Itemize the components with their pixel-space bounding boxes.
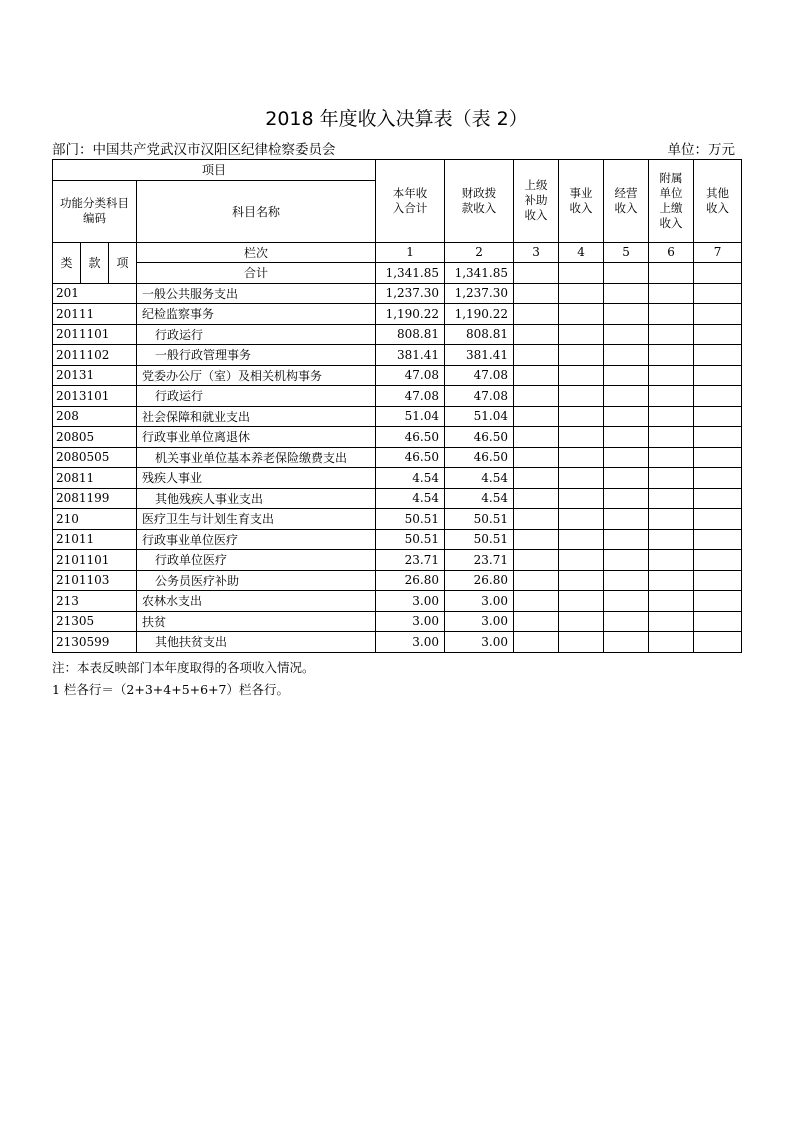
row-code: 208 — [53, 406, 137, 427]
row-code: 21305 — [53, 611, 137, 632]
table-row — [53, 529, 742, 550]
empty-cell — [514, 406, 559, 427]
empty-cell — [604, 570, 649, 591]
table-row — [53, 304, 742, 325]
row-income: 23.71 — [376, 550, 445, 571]
row-code: 210 — [53, 509, 137, 530]
row-fiscal: 46.50 — [445, 447, 514, 468]
empty-cell — [694, 447, 742, 468]
row-code: 201 — [53, 283, 137, 304]
empty-cell — [514, 365, 559, 386]
row-subject-name: 一般公共服务支出 — [137, 283, 376, 304]
row-subject-name: 其他扶贫支出 — [137, 632, 376, 653]
column-number: 4 — [559, 242, 604, 263]
empty-cell — [694, 468, 742, 489]
empty-cell — [604, 632, 649, 653]
empty-cell — [694, 529, 742, 550]
header-operating: 经营收入 — [604, 160, 649, 243]
empty-cell — [559, 406, 604, 427]
row-income: 46.50 — [376, 447, 445, 468]
table-row — [53, 550, 742, 571]
header-other: 其他收入 — [694, 160, 742, 243]
empty-cell — [694, 611, 742, 632]
table-row — [53, 324, 742, 345]
empty-cell — [604, 324, 649, 345]
empty-cell — [649, 632, 694, 653]
page-title: 2018 年度收入决算表（表 2） — [265, 108, 528, 130]
row-subject-name: 社会保障和就业支出 — [137, 406, 376, 427]
empty-cell — [694, 365, 742, 386]
footnotes — [52, 657, 315, 701]
empty-cell — [514, 570, 559, 591]
row-code: 2013101 — [53, 386, 137, 407]
empty-cell — [649, 447, 694, 468]
empty-cell — [694, 304, 742, 325]
row-subject-name: 农林水支出 — [137, 591, 376, 612]
empty-cell — [559, 365, 604, 386]
empty-cell — [649, 427, 694, 448]
row-fiscal: 3.00 — [445, 591, 514, 612]
empty-cell — [649, 591, 694, 612]
row-fiscal: 4.54 — [445, 488, 514, 509]
empty-cell — [694, 570, 742, 591]
unit-label: 单位：万元 — [667, 142, 735, 158]
empty-cell — [694, 345, 742, 366]
empty-cell — [694, 386, 742, 407]
row-subject-name: 机关事业单位基本养老保险缴费支出 — [137, 447, 376, 468]
row-fiscal: 808.81 — [445, 324, 514, 345]
total-label: 合计 — [137, 263, 376, 284]
row-subject-name: 行政事业单位离退休 — [137, 427, 376, 448]
empty-cell — [514, 386, 559, 407]
column-number: 7 — [694, 242, 742, 263]
row-code: 2101101 — [53, 550, 137, 571]
empty-cell — [604, 488, 649, 509]
row-subject-name: 行政事业单位医疗 — [137, 529, 376, 550]
row-income: 50.51 — [376, 529, 445, 550]
header-kuan: 款 — [81, 242, 109, 283]
empty-cell — [649, 509, 694, 530]
empty-cell — [604, 509, 649, 530]
income-table — [52, 159, 742, 653]
row-income: 3.00 — [376, 611, 445, 632]
table-row — [53, 632, 742, 653]
row-income: 4.54 — [376, 468, 445, 489]
header-affiliated: 附属单位上缴收入 — [649, 160, 694, 243]
table-row — [53, 468, 742, 489]
row-code: 2081199 — [53, 488, 137, 509]
row-code: 20111 — [53, 304, 137, 325]
table-row — [53, 509, 742, 530]
table-row — [53, 427, 742, 448]
column-number: 3 — [514, 242, 559, 263]
empty-cell — [514, 632, 559, 653]
empty-cell — [559, 283, 604, 304]
row-fiscal: 4.54 — [445, 468, 514, 489]
empty-cell — [514, 304, 559, 325]
row-subject-name: 医疗卫生与计划生育支出 — [137, 509, 376, 530]
row-income: 47.08 — [376, 365, 445, 386]
column-number: 1 — [376, 242, 445, 263]
header-subject-name: 科目名称 — [137, 180, 376, 242]
department-label: 部门：中国共产党武汉市汉阳区纪律检察委员会 — [52, 142, 336, 158]
row-subject-name: 其他残疾人事业支出 — [137, 488, 376, 509]
table-row — [53, 365, 742, 386]
empty-cell — [694, 406, 742, 427]
empty-cell — [559, 488, 604, 509]
row-code: 2011102 — [53, 345, 137, 366]
table-row — [53, 406, 742, 427]
header-total-income: 本年收入合计 — [376, 160, 445, 243]
row-subject-name: 纪检监察事务 — [137, 304, 376, 325]
row-fiscal: 50.51 — [445, 529, 514, 550]
footnote: 注：本表反映部门本年度取得的各项收入情况。 — [52, 660, 315, 675]
empty-cell — [514, 345, 559, 366]
empty-cell — [559, 345, 604, 366]
empty-cell — [694, 324, 742, 345]
empty-cell — [694, 488, 742, 509]
empty-cell — [604, 468, 649, 489]
empty-cell — [559, 591, 604, 612]
row-income: 1,190.22 — [376, 304, 445, 325]
row-fiscal: 26.80 — [445, 570, 514, 591]
empty-cell — [649, 365, 694, 386]
empty-cell — [649, 386, 694, 407]
total-income-value: 1,341.85 — [376, 263, 445, 284]
empty-cell — [649, 550, 694, 571]
table-row — [53, 345, 742, 366]
row-fiscal: 23.71 — [445, 550, 514, 571]
row-code: 20131 — [53, 365, 137, 386]
row-fiscal: 47.08 — [445, 386, 514, 407]
column-number: 2 — [445, 242, 514, 263]
empty-cell — [514, 611, 559, 632]
empty-cell — [649, 345, 694, 366]
empty-cell — [514, 324, 559, 345]
empty-cell — [559, 447, 604, 468]
empty-cell — [694, 427, 742, 448]
empty-cell — [604, 591, 649, 612]
empty-cell — [604, 406, 649, 427]
header-lei: 类 — [53, 242, 81, 283]
column-number-label: 栏次 — [137, 242, 376, 263]
empty-cell — [514, 550, 559, 571]
empty-cell — [559, 304, 604, 325]
empty-cell — [649, 529, 694, 550]
empty-cell — [649, 304, 694, 325]
row-code: 2011101 — [53, 324, 137, 345]
empty-cell — [694, 550, 742, 571]
empty-cell — [694, 509, 742, 530]
table-row — [53, 611, 742, 632]
footnote: 1 栏各行＝（2+3+4+5+6+7）栏各行。 — [52, 682, 290, 697]
header-business: 事业收入 — [559, 160, 604, 243]
row-code: 2101103 — [53, 570, 137, 591]
row-income: 26.80 — [376, 570, 445, 591]
empty-cell — [604, 529, 649, 550]
row-income: 1,237.30 — [376, 283, 445, 304]
row-subject-name: 党委办公厅（室）及相关机构事务 — [137, 365, 376, 386]
empty-cell — [559, 468, 604, 489]
empty-cell — [559, 509, 604, 530]
row-code: 20805 — [53, 427, 137, 448]
row-fiscal: 3.00 — [445, 632, 514, 653]
empty-cell — [559, 550, 604, 571]
row-income: 4.54 — [376, 488, 445, 509]
table-row — [53, 283, 742, 304]
row-code: 21011 — [53, 529, 137, 550]
row-subject-name: 扶贫 — [137, 611, 376, 632]
header-item: 项目 — [53, 160, 376, 181]
empty-cell — [694, 632, 742, 653]
empty-cell — [694, 591, 742, 612]
empty-cell — [514, 427, 559, 448]
empty-cell — [514, 488, 559, 509]
row-code: 2130599 — [53, 632, 137, 653]
row-subject-name: 一般行政管理事务 — [137, 345, 376, 366]
empty-cell — [559, 427, 604, 448]
row-subject-name: 行政单位医疗 — [137, 550, 376, 571]
row-fiscal: 46.50 — [445, 427, 514, 448]
table-row — [53, 386, 742, 407]
empty-cell — [604, 283, 649, 304]
row-fiscal: 1,190.22 — [445, 304, 514, 325]
row-subject-name: 行政运行 — [137, 324, 376, 345]
empty-cell — [649, 468, 694, 489]
empty-cell — [604, 447, 649, 468]
empty-cell — [514, 468, 559, 489]
row-income: 3.00 — [376, 591, 445, 612]
empty-cell — [649, 283, 694, 304]
empty-cell — [604, 345, 649, 366]
table-row — [53, 488, 742, 509]
row-income: 46.50 — [376, 427, 445, 448]
row-fiscal: 51.04 — [445, 406, 514, 427]
empty-cell — [649, 488, 694, 509]
row-fiscal: 381.41 — [445, 345, 514, 366]
empty-cell — [649, 570, 694, 591]
row-subject-name: 行政运行 — [137, 386, 376, 407]
row-subject-name: 公务员医疗补助 — [137, 570, 376, 591]
empty-cell — [559, 529, 604, 550]
empty-cell — [694, 283, 742, 304]
empty-cell — [604, 611, 649, 632]
empty-cell — [514, 283, 559, 304]
row-fiscal: 50.51 — [445, 509, 514, 530]
row-code: 20811 — [53, 468, 137, 489]
header-func-code: 功能分类科目编码 — [53, 180, 137, 242]
row-income: 50.51 — [376, 509, 445, 530]
empty-cell — [649, 324, 694, 345]
row-fiscal: 1,237.30 — [445, 283, 514, 304]
row-fiscal: 3.00 — [445, 611, 514, 632]
row-code: 2080505 — [53, 447, 137, 468]
empty-cell — [514, 591, 559, 612]
empty-cell — [514, 529, 559, 550]
table-row — [53, 447, 742, 468]
row-subject-name: 残疾人事业 — [137, 468, 376, 489]
empty-cell — [514, 509, 559, 530]
empty-cell — [559, 611, 604, 632]
row-income: 381.41 — [376, 345, 445, 366]
row-code: 213 — [53, 591, 137, 612]
row-fiscal: 47.08 — [445, 365, 514, 386]
empty-cell — [649, 611, 694, 632]
empty-cell — [604, 427, 649, 448]
header-superior: 上级补助收入 — [514, 160, 559, 243]
row-income: 3.00 — [376, 632, 445, 653]
empty-cell — [604, 365, 649, 386]
row-income: 47.08 — [376, 386, 445, 407]
total-fiscal-value: 1,341.85 — [445, 263, 514, 284]
empty-cell — [604, 550, 649, 571]
empty-cell — [559, 632, 604, 653]
row-income: 808.81 — [376, 324, 445, 345]
empty-cell — [604, 304, 649, 325]
header-fiscal: 财政拨款收入 — [445, 160, 514, 243]
row-income: 51.04 — [376, 406, 445, 427]
empty-cell — [559, 386, 604, 407]
column-number: 5 — [604, 242, 649, 263]
empty-cell — [604, 386, 649, 407]
empty-cell — [649, 406, 694, 427]
table-row — [53, 591, 742, 612]
column-number: 6 — [649, 242, 694, 263]
header-xiang: 项 — [109, 242, 137, 283]
empty-cell — [559, 570, 604, 591]
table-row — [53, 570, 742, 591]
empty-cell — [559, 324, 604, 345]
empty-cell — [514, 447, 559, 468]
